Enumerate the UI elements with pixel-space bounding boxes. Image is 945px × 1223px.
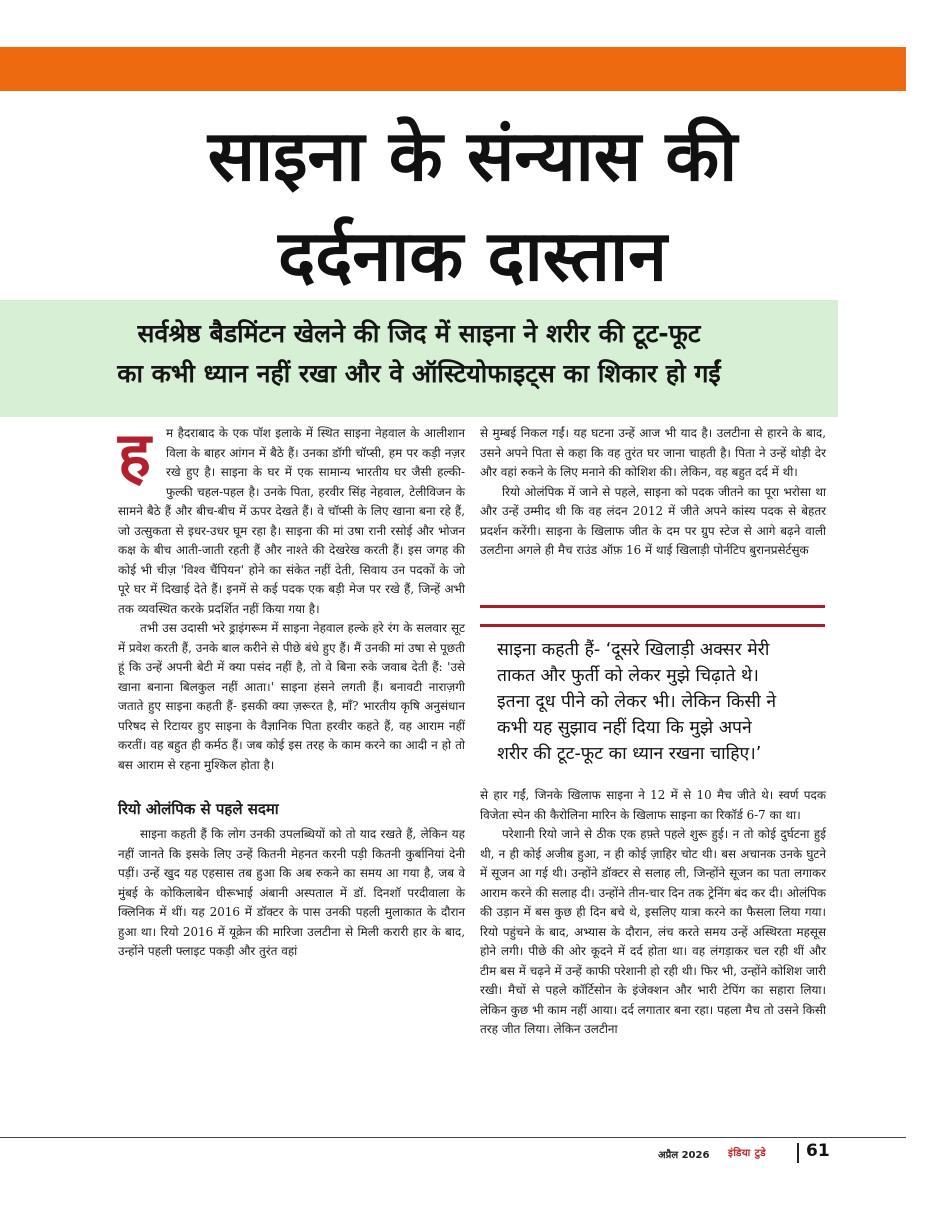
paragraph: से हार गईं, जिनके खिलाफ साइना ने 12 में से 10 मैच जीते थे। स्वर्ण पदक विजेता स्पेन की कैरोलिना मारिन के खिलाफ साइना का रिकॉर्ड 6-7 का था। [480, 788, 826, 822]
drop-cap: ह [118, 418, 151, 491]
footer-separator [797, 1143, 799, 1163]
paragraph: तभी उस उदासी भरे ड्राइंगरूम में साइना नेहवाल हल्के हरे रंग के सलवार सूट में प्रवेश करती हैं, उनके बाल करीने से पीछे बंधे हुए हैं। मैं उनकी मां उषा से पूछती हूं कि उन्हें अपनी बेटी में क्या पसंद नहीं है, तो वे बिना रुके जवाब देती हैं: 'उसे खाना बनाना बिलकुल नहीं आता।' साइना हंसने लगती हैं। बनावटी नाराज़गी जताते हुए साइना कहती हैं- इसकी क्या ज़रूरत है, माँ? भारतीय कृषि अनुसंधान परिषद से रिटायर हुए साइना के वैज्ञानिक पिता हरवीर कहते हैं, वह आराम नहीं करतीं। वह बहुत ही कर्मठ हैं। जब कोई इस तरह के काम करने का आदी न हो तो बस आराम से रहना मुश्किल होता है। [118, 621, 465, 772]
pull-quote [497, 637, 827, 767]
left-column [118, 418, 465, 962]
right-column-bottom [480, 786, 826, 1040]
pull-quote-line: कभी यह सुझाव नहीं दिया कि मुझे अपने [497, 718, 752, 738]
right-column-top [480, 424, 826, 561]
paragraph: साइना कहती हैं कि लोग उनकी उपलब्धियों को तो याद रखते हैं, लेकिन यह नहीं जानते कि इसके लिए उन्हें कितनी मेहनत करनी पड़ी कितनी कुर्बानियां देनी पड़ीं। उन्हें खुद यह एहसास तब हुआ कि अब रुकने का समय आ गया है, जब वे मुंबई के कोकिलाबेन धीरूभाई अंबानी अस्पताल में डॉ. दिनशॉ परदीवाला के क्लिनिक में थीं। यह 2016 में डॉक्टर के पास उनकी पहली मुलाकात के दौरान हुआ था। रियो 2016 में यूक्रेन की मारिजा उलटीना से मिली करारी हार के बाद, उन्होंने पहली फ्लाइट पकड़ी और तुरंत वहां [118, 827, 465, 958]
page-number: 61 [806, 1141, 830, 1161]
paragraph: रियो ओलंपिक में जाने से पहले, साइना को पदक जीतने का पूरा भरोसा था और उन्हें उम्मीद थी कि वह लंदन 2012 में जीते अपने कांस्य पदक से बेहतर प्रदर्शन करेंगी। साइना के खिलाफ जीत के दम पर ग्रुप स्टेज से आगे बढ़ने वाली उलटीना अगले ही मैच राउंड ऑफ़ 16 में थाई खिलाड़ी पोर्नटिप बुरानप्रसेर्टसुक [480, 484, 826, 557]
top-color-band [0, 47, 906, 91]
pull-quote-line: साइना कहती हैं- ‘दूसरे खिलाड़ी अक्सर मेरी [497, 640, 770, 660]
pull-quote-rule-top [480, 605, 825, 608]
deck-line-1: सर्वश्रेष्ठ बैडमिंटन खेलने की जिद में साइना ने शरीर की टूट-फूट [137, 319, 701, 348]
pull-quote-line: इतना दूध पीने को लेकर भी। लेकिन किसी ने [497, 692, 777, 712]
footer-brand-logo: इंडिया टुडे [728, 1148, 767, 1159]
deck-box [0, 300, 838, 417]
footer-rule [0, 1137, 906, 1138]
pull-quote-line: शरीर की टूट-फूट का ध्यान रखना चाहिए।’ [497, 744, 762, 764]
pull-quote-rule [480, 624, 825, 627]
headline-line-2: दर्दनाक दास्तान [278, 215, 667, 297]
paragraph: म हैदराबाद के एक पॉश इलाके में स्थित साइना नेहवाल के आलीशान विला के बाहर आंगन में बैठे हैं। उनका डॉगी चॉप्सी, हम पर कड़ी नज़र रखे हुए है। साइना के घर में एक सामान्य भारतीय घर जैसी हल्की-फुल्की चहल-पहल है। उनके पिता, हरवीर सिंह नेहवाल, टेलीविजन के सामने बैठे हैं और बीच-बीच में ऊपर देखते हैं। वे चॉप्सी के लिए खाना बना रहे हैं, जो उत्सुकता से इधर-उधर घूम रहा है। साइना की मां उषा रानी रसोई और भोजन कक्ष के बीच आती-जाती रहती हैं और नाश्ते की देखरेख करती हैं। इस जगह की कोई भी चीज़ 'विश्व चैंपियन' होने का संकेत नहीं देती, सिवाय उन पदकों के जो पूरे घर में दिखाई देते हैं। इनमें से कई पदक एक बड़ी मेज पर रखे हैं, जिन्हें अभी तक व्यवस्थित करके प्रदर्शित नहीं किया गया है। [118, 426, 465, 616]
deck-line-2: का कभी ध्यान नहीं रखा और वे ऑस्टियोफाइट्स का शिकार हो गईं [117, 359, 721, 388]
headline-line-1: साइना के संन्यास की [207, 115, 738, 197]
section-subhead: रियो ओलंपिक से पहले सदमा [118, 800, 279, 818]
headline [0, 106, 945, 306]
paragraph: परेशानी रियो जाने से ठीक एक हफ़्ते पहले शुरू हुई। न तो कोई दुर्घटना हुई थी, न ही कोई अजीब हुआ, न ही कोई ज़ाहिर चोट थी। बस अचानक उनके घुटने में सूजन आ गई थी। उन्होंने डॉक्टर से सलाह ली, जिन्होंने सूजन का पता लगाकर आराम करने की सलाह दी। उन्होंने तीन-चार दिन तक ट्रेनिंग बंद कर दी। ओलंपिक की उड़ान में बस कुछ ही दिन बचे थे, इसलिए यात्रा करने का फैसला लिया गया। रियो पहुंचने के बाद, अभ्यास के दौरान, लंच करते समय उन्हें अस्थिरता महसूस होने लगी। पीछे की ओर कूदने में दर्द होता था। वह लंगड़ाकर चल रही थीं और टीम बस में चढ़ने में उन्हें काफी परेशानी हो रही थी। फिर भी, उन्होंने कोशिश जारी रखी। मैचों से पहले कॉर्टिसोन के इंजेक्शन और भारी टेपिंग का सहारा लिया। लेकिन कुछ भी काम नहीं आया। दर्द लगातार बना रहा। पहला मैच तो उसने किसी तरह जीत लिया। लेकिन उलटीना [480, 827, 826, 1036]
pull-quote-line: ताकत और फुर्ती को लेकर मुझे चिढ़ाते थे। [497, 666, 759, 686]
paragraph: से मुम्बई निकल गईं। यह घटना उन्हें आज भी याद है। उलटीना से हारने के बाद, उसने अपने पिता से कहा कि वह तुरंत घर जाना चाहती है। पिता ने उन्हें थोड़ी देर और वहां रुकने के लिए मनाने की कोशिश की। लेकिन, वह बहुत दर्द में थी। [480, 426, 826, 479]
footer-issue-date: अप्रैल 2026 [658, 1150, 710, 1161]
